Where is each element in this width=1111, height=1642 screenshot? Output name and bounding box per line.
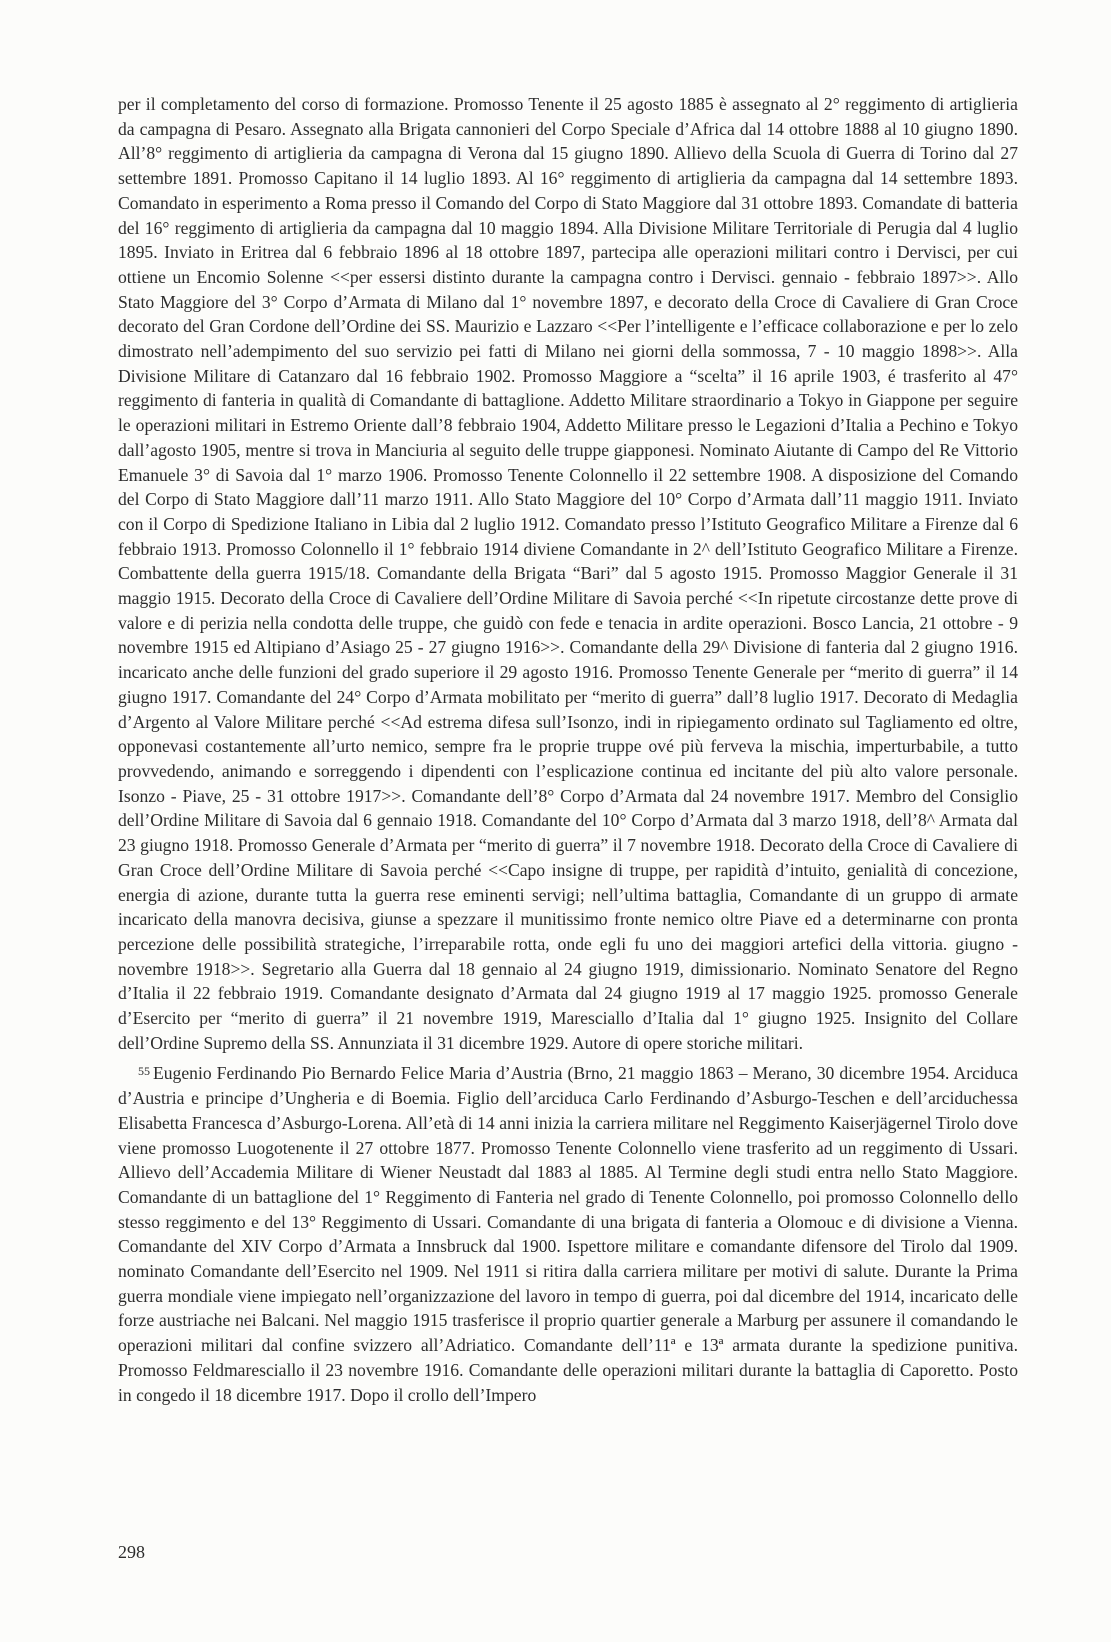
page-number: 298 — [118, 1542, 145, 1562]
paragraph: per il completamento del corso di formazione. Promosso Tenente il 25 agosto 1885 è assegnato al 2° reggimento di artiglieria da campagna di Pesaro. Assegnato alla Brigata cannonieri del Corpo Speciale d’Africa dal 14 ottobre 1888 al 10 giugno 1890. All’8° reggimento di artiglieria da campagna di Verona dal 15 giugno 1890. Allievo della Scuola di Guerra di Torino dal 27 settembre 1891. Promosso Capitano il 14 luglio 1893. Al 16° reggimento di artiglieria da campagna dal 14 settembre 1893. Comandato in esperimento a Roma presso il Comando del Corpo di Stato Maggiore dal 31 ottobre 1893. Comandate di batteria del 16° reggimento di artiglieria da campagna dal 10 maggio 1894. Alla Divisione Militare Territoriale di Perugia dal 4 luglio 1895. Inviato in Eritrea dal 6 febbraio 1896 al 18 ottobre 1897, partecipa alle operazioni militari contro i Dervisci, per cui ottiene un Encomio Solenne <<per essersi distinto durante la campagna contro i Dervisci. gennaio - febbraio 1897>>. Allo Stato Maggiore del 3° Corpo d’Armata di Milano dal 1° novembre 1897, e decorato della Croce di Cavaliere di Gran Croce decorato del Gran Cordone dell’Ordine dei SS. Maurizio e Lazzaro <<Per l’intelligente e l’efficace collaborazione e per lo zelo dimostrato nell’adempimento del suo servizio pei fatti di Milano nei giorni della sommossa, 7 - 10 maggio 1898>>. Alla Divisione Militare di Catanzaro dal 16 febbraio 1902. Promosso Maggiore a “scelta” il 16 aprile 1903, é trasferito al 47° reggimento di fanteria in qualità di Comandante di battaglione. Addetto Militare straordinario a Tokyo in Giappone per seguire le operazioni militari in Estremo Oriente dall’8 febbraio 1904, Addetto Militare presso le Legazioni d’Italia a Pechino e Tokyo dall’agosto 1905, mentre si trova in Manciuria al seguito delle truppe giapponesi. Nominato Aiutante di Campo del Re Vittorio Emanuele 3° di Savoia dal 1° marzo 1906. Promosso Tenente Colonnello il 22 settembre 1908. A disposizione del Comando del Corpo di Stato Maggiore dall’11 marzo 1911. Allo Stato Maggiore del 10° Corpo d’Armata dall’11 maggio 1911. Inviato con il Corpo di Spedizione Italiano in Libia dal 2 luglio 1912. Comandato presso l’Istituto Geografico Militare a Firenze dal 6 febbraio 1913. Promosso Colonnello il 1° febbraio 1914 diviene Comandante in 2^ dell’Istituto Geografico Militare a Firenze. Combattente della guerra 1915/18. Comandante della Brigata “Bari” dal 5 agosto 1915. Promosso Maggior Generale il 31 maggio 1915. Decorato della Croce di Cavaliere dell’Ordine Militare di Savoia perché <<In ripetute circostanze dette prove di valore e di perizia nella condotta delle truppe, che guidò con fede e tenacia in ardite operazioni. Bosco Lancia, 21 ottobre - 9 novembre 1915 ed Altipiano d’Asiago 25 - 27 giugno 1916>>. Comandante della 29^ Divisione di fanteria dal 2 giugno 1916. incaricato anche delle funzioni del grado superiore il 29 agosto 1916. Promosso Tenente Generale per “merito di guerra” il 14 giugno 1917. Comandante del 24° Corpo d’Armata mobilitato per “merito di guerra” dall’8 luglio 1917. Decorato di Medaglia d’Argento al Valore Militare perché <<Ad estrema difesa sull’Isonzo, indi in ripiegamento ordinato sul Tagliamento ed oltre, opponevasi costantemente all’urto nemico, sempre fra le proprie truppe ové più ferveva la mischia, imperturbabile, a tutto provvedendo, animando e sorreggendo i dipendenti con l’esplicazione continua ed incitante del più alto valore personale. Isonzo - Piave, 25 - 31 ottobre 1917>>. Comandante dell’8° Corpo d’Armata dal 24 novembre 1917. Membro del Consiglio dell’Ordine Militare di Savoia dal 6 gennaio 1918. Comandante del 10° Corpo d’Armata dal 3 marzo 1918, dell’8^ Armata dal 23 giugno 1918. Promosso Generale d’Armata per “merito di guerra” il 7 novembre 1918. Decorato della Croce di Cavaliere di Gran Croce dell’Ordine Militare di Savoia perché <<Capo insigne di truppe, per rapidità d’intuito, genialità di concezione, energia di azione, durante tutta la guerra rese eminenti servigi; nell’ultima battaglia, Comandante di un gruppo di armate incaricato della manovra decisiva, giunse a spezzare il munitissimo fronte nemico oltre Piave ed a determinarne con pronta percezione delle possibilità strategiche, l’irreparabile rotta, onde egli fu uno dei maggiori artefici della vittoria. giugno - novembre 1918>>. Segretario alla Guerra dal 18 gennaio al 24 giugno 1919, dimissionario. Nominato Senatore del Regno d’Italia il 22 febbraio 1919. Comandante designato d’Armata dal 24 giugno 1919 al 17 maggio 1925. promosso Generale d’Esercito per “merito di guerra” il 21 novembre 1919, Maresciallo d’Italia dal 1° giugno 1925. Insignito del Collare dell’Ordine Supremo della SS. Annunziata il 31 dicembre 1929. Autore di opere storiche militari. — [118, 94, 1018, 1053]
footnote-text: Eugenio Ferdinando Pio Bernardo Felice Maria d’Austria (Brno, 21 maggio 1863 – Merano, 30 dicembre 1954. Arciduca d’Austria e principe d’Ungheria e di Boemia. Figlio dell’arciduca Carlo Ferdinando d’Asburgo-Teschen e dell’arciduchessa Elisabetta Francesca d’Asburgo-Lorena. All’età di 14 anni inizia la carriera militare nel Reggimento Kaiserjägernel Tirolo dove viene promosso Luogotenente il 27 ottobre 1877. Promosso Tenente Colonnello viene trasferito ad un reggimento di Ussari. Allievo dell’Accademia Militare di Wiener Neustadt dal 1883 al 1885. Al Termine degli studi entra nello Stato Maggiore. Comandante di un battaglione del 1° Reggimento di Fanteria nel grado di Tenente Colonnello, poi promosso Colonnello dello stesso reggimento e del 13° Reggimento di Ussari. Comandante di una brigata di fanteria a Olomouc e di divisione a Vienna. Comandante del XIV Corpo d’Armata a Innsbruck dal 1900. Ispettore militare e comandante difensore del Tirolo dal 1909. nominato Comandante dell’Esercito nel 1909. Nel 1911 si ritira dalla carriera militare per motivi di salute. Durante la Prima guerra mondiale viene impiegato nell’organizzazione del lavoro in tempo di guerra, poi dal dicembre del 1914, incaricato delle forze austriache nei Balcani. Nel maggio 1915 trasferisce il proprio quartier generale a Marburg per assunere il comandando le operazioni militari dal confine svizzero all’Adriatico. Comandante dell’11ª e 13ª armata durante la spedizione punitiva. Promosso Feldmaresciallo il 23 novembre 1916. Comandante delle operazioni militari durante la battaglia di Caporetto. Posto in congedo il 18 dicembre 1917. Dopo il crollo dell’Impero — [118, 1063, 1018, 1405]
footnote-number: 55 — [138, 1064, 150, 1079]
page-body — [118, 92, 1018, 1407]
footnote — [118, 1059, 1018, 1407]
